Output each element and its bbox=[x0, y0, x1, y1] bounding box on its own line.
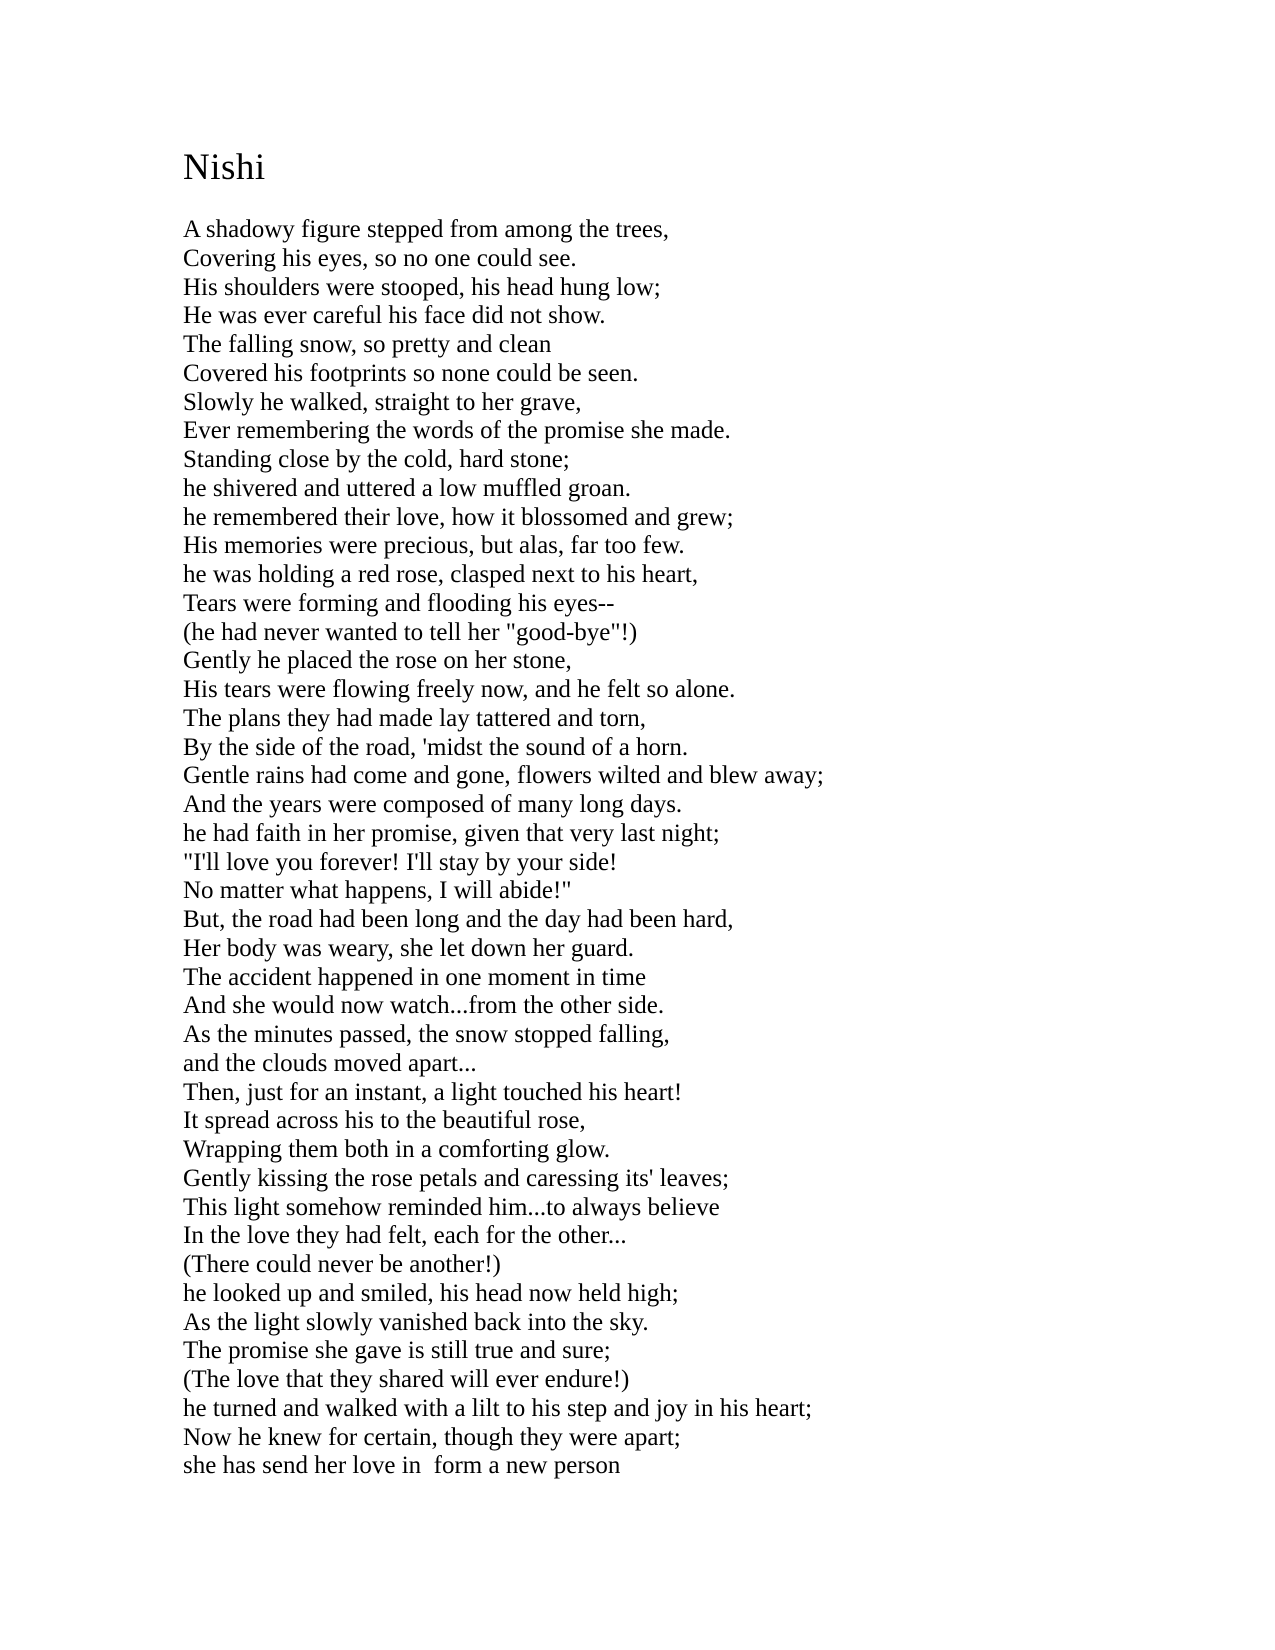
page-title: Nishi bbox=[183, 147, 266, 188]
document-content bbox=[183, 146, 1215, 1481]
poem-line: Then, just for an instant, a light touched his heart! bbox=[183, 1078, 683, 1106]
poem-line: he had faith in her promise, given that very last night; bbox=[183, 819, 720, 847]
poem-body bbox=[183, 216, 1215, 1481]
poem-line: he shivered and uttered a low muffled groan. bbox=[183, 474, 631, 502]
poem-line: and the clouds moved apart... bbox=[183, 1049, 477, 1077]
poem-line: And she would now watch...from the other side. bbox=[183, 992, 665, 1020]
poem-line: he turned and walked with a lilt to his step and joy in his heart; bbox=[183, 1394, 813, 1422]
poem-line: He was ever careful his face did not show. bbox=[183, 302, 606, 330]
poem-line: Ever remembering the words of the promise she made. bbox=[183, 417, 731, 445]
poem-line: he looked up and smiled, his head now held high; bbox=[183, 1279, 679, 1307]
poem-line: And the years were composed of many long days. bbox=[183, 791, 683, 818]
poem-line: His shoulders were stooped, his head hung low; bbox=[183, 273, 661, 301]
poem-line: Her body was weary, she let down her guard. bbox=[183, 934, 635, 962]
poem-line: Standing close by the cold, hard stone; bbox=[183, 446, 570, 473]
poem-line: A shadowy figure stepped from among the trees, bbox=[183, 216, 669, 243]
poem-line: The falling snow, so pretty and clean bbox=[183, 331, 552, 358]
poem-line: Gently kissing the rose petals and caressing its' leaves; bbox=[183, 1164, 730, 1192]
poem-line: As the light slowly vanished back into the sky. bbox=[183, 1308, 649, 1336]
poem-line: Covering his eyes, so no one could see. bbox=[183, 244, 577, 272]
poem-line: "I'll love you forever! I'll stay by your side! bbox=[183, 848, 618, 876]
poem-line: Now he knew for certain, though they were apart; bbox=[183, 1423, 681, 1451]
poem-line: Gentle rains had come and gone, flowers wilted and blew away; bbox=[183, 762, 824, 790]
poem-line: she has send her love in form a new person bbox=[183, 1452, 621, 1480]
poem-line: His memories were precious, but alas, far too few. bbox=[183, 532, 685, 560]
poem-line: (he had never wanted to tell her "good-bye"!) bbox=[183, 618, 638, 646]
poem-line: he was holding a red rose, clasped next to his heart, bbox=[183, 561, 699, 588]
poem-line: The accident happened in one moment in time bbox=[183, 963, 647, 991]
poem-line: (The love that they shared will ever endure!) bbox=[183, 1366, 630, 1393]
poem-line: Tears were forming and flooding his eyes-- bbox=[183, 589, 615, 617]
poem-line: This light somehow reminded him...to always believe bbox=[183, 1193, 720, 1221]
poem-line: No matter what happens, I will abide!" bbox=[183, 877, 572, 905]
poem-line: By the side of the road, 'midst the sound of a horn. bbox=[183, 733, 689, 761]
poem-line: His tears were flowing freely now, and he felt so alone. bbox=[183, 676, 736, 703]
poem-line: It spread across his to the beautiful rose, bbox=[183, 1107, 586, 1135]
poem-line: In the love they had felt, each for the other... bbox=[183, 1222, 627, 1250]
poem-line: Wrapping them both in a comforting glow. bbox=[183, 1136, 611, 1163]
poem-line: Gently he placed the rose on her stone, bbox=[183, 647, 572, 675]
poem-line: The plans they had made lay tattered and torn, bbox=[183, 704, 647, 732]
poem-line: he remembered their love, how it blossomed and grew; bbox=[183, 503, 734, 531]
poem-line: Slowly he walked, straight to her grave, bbox=[183, 388, 582, 416]
poem-line: Covered his footprints so none could be seen. bbox=[183, 359, 639, 387]
poem-line: (There could never be another!) bbox=[183, 1251, 501, 1278]
poem-line: As the minutes passed, the snow stopped falling, bbox=[183, 1021, 670, 1048]
poem-line: But, the road had been long and the day had been hard, bbox=[183, 906, 734, 933]
poem-line: The promise she gave is still true and sure; bbox=[183, 1337, 611, 1365]
